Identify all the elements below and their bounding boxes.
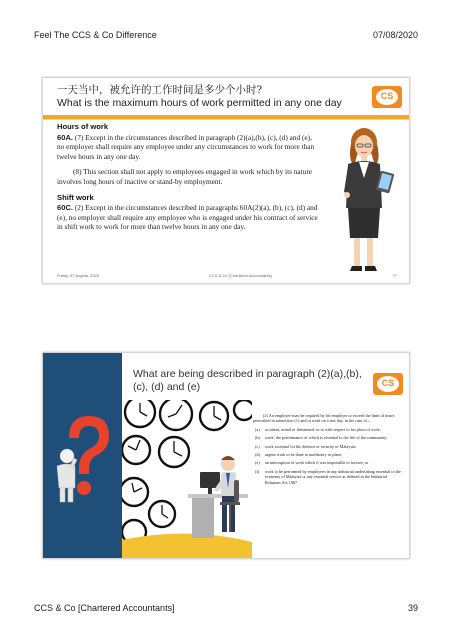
item-text: urgent work to be done to machinery or plant; <box>265 452 342 458</box>
slide-exceptions <box>42 352 410 559</box>
item-text: an interruption of work which it was impossible to foresee; or <box>265 460 369 466</box>
item-label: (b) <box>255 435 260 441</box>
list-item <box>253 452 403 457</box>
item-label: (f) <box>255 468 260 474</box>
question-mark-figure-illustration <box>43 408 122 508</box>
slide-body <box>57 122 319 238</box>
ccs-logo <box>373 373 403 395</box>
item-label: (d) <box>255 452 260 458</box>
header-title: Feel The CCS & Co Difference <box>34 30 157 40</box>
shift-work-heading: Shift work <box>57 192 94 202</box>
hours-of-work-heading: Hours of work <box>57 122 109 131</box>
ccs-logo <box>372 86 402 108</box>
slide-footer <box>57 273 397 281</box>
section-60a-text: (7) Except in the circumstances described in paragraph (2)(a),(b), (c), (d) and (e), no employer shall require any employee under any circumstances to work for more than twelve hours in any one day. <box>57 132 315 161</box>
list-item <box>253 469 403 485</box>
exceptions-intro: (2) An employee may be required by his employer to exceed the limit of hours prescribed in subsection (1) and to work on a rest day, in the case of— <box>253 413 395 424</box>
item-label: (a) <box>255 426 260 432</box>
section-60a <box>57 133 319 162</box>
slide-hours-of-work <box>42 77 410 284</box>
list-item <box>253 435 403 440</box>
page-footer <box>34 603 418 617</box>
section-number: 60C. <box>57 203 74 213</box>
list-item <box>253 444 403 449</box>
section-60a-8: (8) This section shall not apply to employees engaged in work which by its nature involves long hours of inactive or stand-by employment. <box>57 167 312 186</box>
section-60c-text: (2) Except in the circumstances described in paragraphs 60A(2)(a), (b), (c), (d) and (e), no employer shall require any employee who is engaged under his contract of service in shift work to work for more than twelve hours in any one day. <box>57 203 318 232</box>
list-item <box>253 427 403 432</box>
page-header <box>34 30 418 44</box>
title-divider-shadow <box>43 119 410 120</box>
slide-title: What are being described in paragraph (2)(a),(b), (c), (d) and (e) <box>133 368 362 393</box>
item-text: accident, actual or threatened, in or with respect to his place of work; <box>265 426 381 432</box>
logo-text: CS <box>380 91 394 101</box>
slide-footer-firm: CCS & Co (Chartered Accountants) <box>209 273 272 278</box>
list-item <box>253 460 403 465</box>
slide-title-english: What is the maximum hours of work permitted in any one day <box>57 97 342 109</box>
item-text: work to be performed by employees in any industrial undertaking essential to the economy of Malaysia or any essential service as defined in the Industrial Relations Act 1967. <box>265 468 401 485</box>
businesswoman-illustration <box>334 126 398 276</box>
clocks-and-office-worker-illustration <box>122 400 252 559</box>
header-date: 07/08/2020 <box>372 30 418 40</box>
item-text: work, the performance of which is essential to the life of the community; <box>265 435 388 441</box>
item-label: (c) <box>255 443 260 449</box>
slide-title-chinese: 一天当中，被允许的工作时间是多少个小时? <box>57 84 263 96</box>
logo-text: CS <box>381 378 395 388</box>
item-text: work essential for the defence or security of Malaysia; <box>265 443 357 449</box>
item-label: (e) <box>255 460 260 466</box>
section-60a-2-text <box>253 413 403 488</box>
slide-footer-date: Friday, 07 August, 2020 <box>57 273 99 278</box>
footer-firm-name: CCS & Co [Chartered Accountants] <box>34 603 175 613</box>
slide-footer-page: 77 <box>392 273 397 278</box>
section-60c <box>57 203 319 232</box>
section-number: 60A. <box>57 132 74 142</box>
page-number: 39 <box>407 603 418 613</box>
